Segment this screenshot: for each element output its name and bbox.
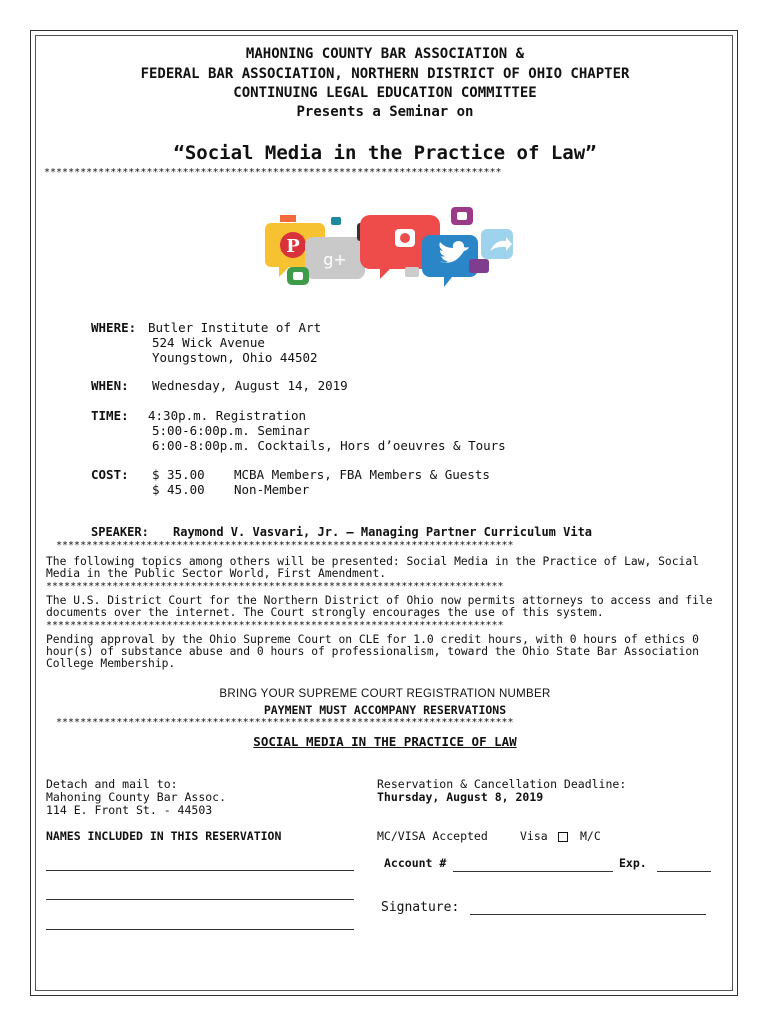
court-paragraph: The U.S. District Court for the Northern District of Ohio now permits attorneys to access and file documents over the internet. The Court strongly encourages the use of this system. — [46, 594, 713, 619]
speaker-value: Raymond V. Vasvari, Jr. – Managing Partner Curriculum Vita — [173, 525, 593, 539]
name-line-2[interactable] — [46, 899, 354, 900]
time-line-3: 6:00-8:00p.m. Cocktails, Hors d’oeuvres & Tours — [152, 438, 506, 453]
account-field[interactable] — [453, 871, 613, 872]
card-accepted-label: MC/VISA Accepted — [377, 829, 488, 843]
deadline-label: Reservation & Cancellation Deadline: — [377, 777, 627, 791]
where-line-1: Butler Institute of Art — [148, 320, 322, 335]
cost-price-1: $ 35.00 — [152, 467, 205, 482]
signature-field[interactable] — [470, 914, 706, 915]
deadline-value: Thursday, August 8, 2019 — [377, 790, 544, 804]
where-line-3: Youngstown, Ohio 44502 — [152, 350, 318, 365]
time-label: TIME: — [91, 408, 129, 423]
where-line-2: 524 Wick Avenue — [152, 335, 265, 350]
divider-stars: **************************************************************************** — [46, 621, 504, 631]
signature-label: Signature: — [381, 900, 460, 915]
social-media-icons — [265, 205, 520, 290]
speaker-label: SPEAKER: — [91, 525, 149, 539]
form-title: SOCIAL MEDIA IN THE PRACTICE OF LAW — [253, 734, 517, 749]
cle-paragraph: Pending approval by the Ohio Supreme Court on CLE for 1.0 credit hours, with 0 hours of ethics 0 hour(s) of substance abuse and 0 hours of professionalism, toward the Ohio State Bar Association College Membership. — [46, 633, 699, 670]
cost-price-2: $ 45.00 — [152, 482, 205, 497]
names-label: NAMES INCLUDED IN THIS RESERVATION — [46, 829, 282, 843]
divider-stars: **************************************************************************** — [46, 582, 504, 592]
when-label: WHEN: — [91, 378, 129, 393]
divider-stars: **************************************************************************** — [56, 541, 514, 551]
address-line-1: Mahoning County Bar Assoc. — [46, 790, 227, 804]
exp-field[interactable] — [657, 871, 711, 872]
name-line-3[interactable] — [46, 929, 354, 930]
visa-checkbox[interactable] — [558, 832, 568, 842]
cost-desc-1: MCBA Members, FBA Members & Guests — [234, 467, 490, 482]
time-line-2: 5:00-6:00p.m. Seminar — [152, 423, 311, 438]
divider-stars: **************************************************************************** — [56, 718, 514, 728]
exp-label: Exp. — [619, 856, 647, 870]
registration-notice: BRING YOUR SUPREME COURT REGISTRATION NUMBER — [219, 688, 551, 700]
divider-stars: **************************************************************************** — [44, 168, 502, 178]
header-line-2: FEDERAL BAR ASSOCIATION, NORTHERN DISTRICT OF OHIO CHAPTER — [140, 66, 630, 82]
share-icon — [481, 229, 513, 259]
time-line-1: 4:30p.m. Registration — [148, 408, 307, 423]
address-line-2: 114 E. Front St. - 44503 — [46, 803, 213, 817]
where-label: WHERE: — [91, 320, 137, 335]
svg-text:P: P — [286, 236, 300, 257]
account-label: Account # — [384, 856, 447, 870]
header-line-3: CONTINUING LEGAL EDUCATION COMMITTEE — [233, 85, 537, 101]
payment-notice: PAYMENT MUST ACCOMPANY RESERVATIONS — [263, 703, 507, 717]
when-value: Wednesday, August 14, 2019 — [152, 378, 348, 393]
detach-label: Detach and mail to: — [46, 777, 178, 791]
seminar-title: “Social Media in the Practice of Law” — [173, 142, 597, 164]
header-line-1: MAHONING COUNTY BAR ASSOCIATION & — [245, 46, 525, 62]
header-line-4: Presents a Seminar on — [296, 104, 474, 120]
mc-option-label: M/C — [580, 829, 601, 843]
cost-label: COST: — [91, 467, 129, 482]
cost-desc-2: Non-Member — [234, 482, 310, 497]
google-plus-icon — [305, 237, 365, 279]
topics-paragraph: The following topics among others will be presented: Social Media in the Practice of Law, Social Media in the Public Sector World, First Amendment. — [46, 555, 699, 580]
visa-option-label: Visa — [520, 829, 548, 843]
inner-border — [35, 35, 733, 991]
name-line-1[interactable] — [46, 870, 354, 871]
svg-text:g+: g+ — [323, 250, 347, 269]
